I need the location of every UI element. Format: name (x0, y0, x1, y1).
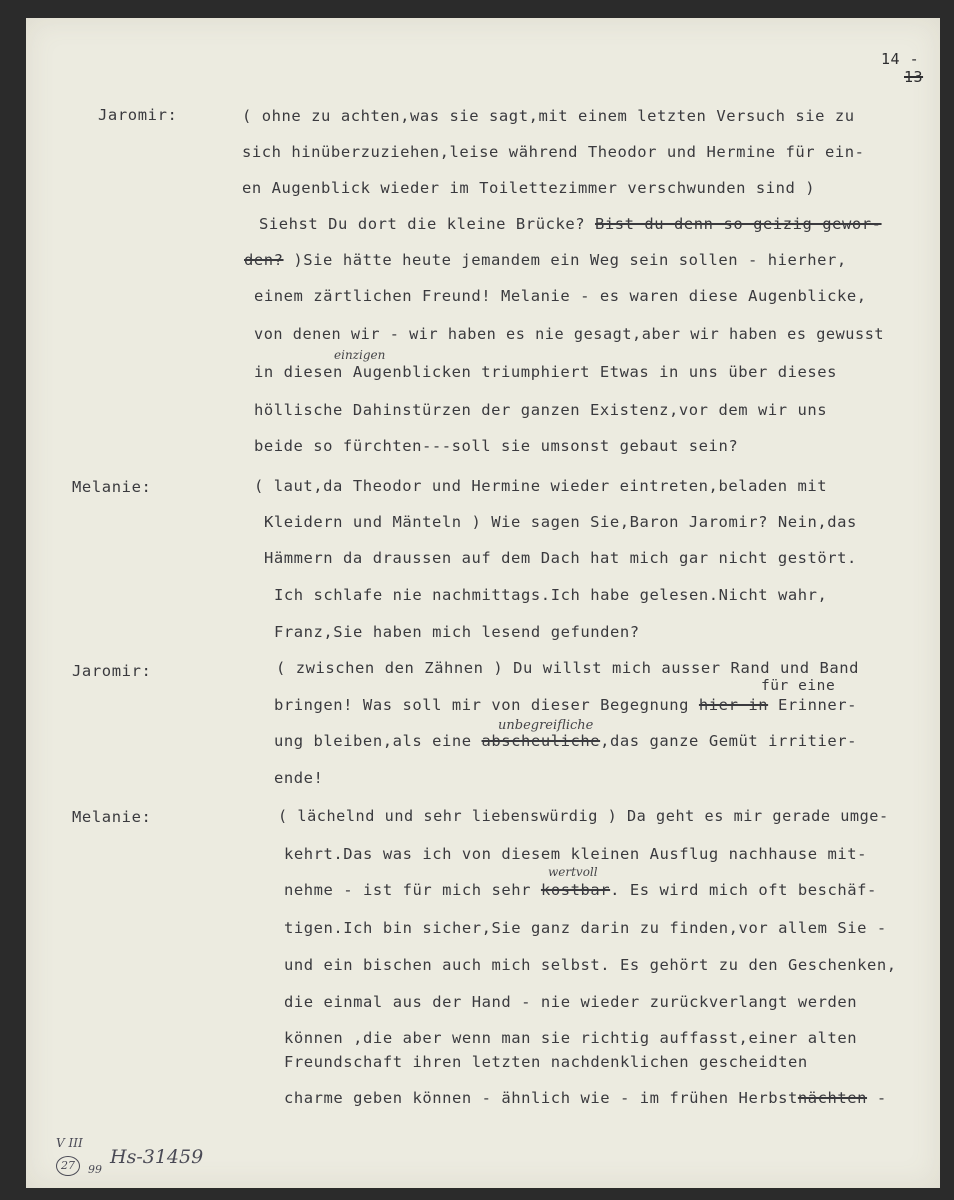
text-line: sich hinüberzuziehen,leise während Theodor und Hermine für ein- (242, 143, 865, 161)
struck-text: nächten (797, 1089, 868, 1107)
handwritten-insertion: einzigen (334, 348, 386, 362)
struck-text: kostbar (540, 881, 611, 899)
typed-insertion: für eine (761, 678, 836, 694)
speaker-melanie-1: Melanie: (72, 478, 152, 496)
document-page (26, 18, 940, 1188)
speaker-jaromir-1: Jaromir: (98, 106, 178, 124)
text-line: ung bleiben,als eine abscheuliche,das ganze Gemüt irritier- (274, 732, 858, 750)
old-page-number: 13 (904, 68, 924, 86)
text-line: en Augenblick wieder im Toilettezimmer verschwunden sind ) (242, 179, 816, 197)
handwritten-insertion: unbegreifliche (498, 718, 594, 733)
text-line: ( zwischen den Zähnen ) Du willst mich ausser Rand und Band (276, 659, 860, 677)
speaker-jaromir-2: Jaromir: (72, 662, 152, 680)
text-line: Ich schlafe nie nachmittags.Ich habe gelesen.Nicht wahr, (274, 586, 828, 604)
text-line: ( laut,da Theodor und Hermine wieder eintreten,beladen mit (254, 477, 828, 495)
text-line: bringen! Was soll mir von dieser Begegnung hier in Erinner- (274, 696, 858, 714)
text-line: in diesen Augenblicken triumphiert Etwas in uns über dieses (254, 363, 838, 381)
text-line: die einmal aus der Hand - nie wieder zurückverlangt werden (284, 993, 858, 1011)
text-line: Freundschaft ihren letzten nachdenklichen gescheidten (284, 1053, 808, 1071)
page-number: 14 - (881, 50, 920, 68)
text-line: können ,die aber wenn man sie richtig auffasst,einer alten (284, 1029, 858, 1047)
text-line: ende! (274, 769, 324, 787)
text-line: von denen wir - wir haben es nie gesagt,aber wir haben es gewusst (254, 325, 885, 343)
text-line: Hämmern da draussen auf dem Dach hat mich gar nicht gestört. (264, 549, 857, 567)
text-line: und ein bischen auch mich selbst. Es gehört zu den Geschenken, (284, 956, 897, 974)
struck-text: hier in (698, 696, 769, 714)
archive-roman-mark: V III (56, 1136, 83, 1150)
text-line: höllische Dahinstürzen der ganzen Existenz,vor dem wir uns (254, 401, 828, 419)
handwritten-insertion: wertvoll (548, 865, 598, 879)
text-line: Franz,Sie haben mich lesend gefunden? (274, 623, 640, 641)
text-line: beide so fürchten---soll sie umsonst gebaut sein? (254, 437, 739, 455)
struck-text: den? (244, 251, 284, 269)
text-line: tigen.Ich bin sicher,Sie ganz darin zu finden,vor allem Sie - (284, 919, 887, 937)
archive-circled-number: 27 (56, 1156, 80, 1176)
struck-text: abscheuliche (481, 732, 601, 750)
text-line: Kleidern und Mänteln ) Wie sagen Sie,Baron Jaromir? Nein,das (264, 513, 857, 531)
text-line: Siehst Du dort die kleine Brücke? Bist du denn so geizig gewor- (259, 215, 882, 233)
text-line: charme geben können - ähnlich wie - im frühen Herbstnächten - (284, 1089, 887, 1107)
text-line: ( ohne zu achten,was sie sagt,mit einem letzten Versuch sie zu (242, 107, 855, 125)
text-line: nehme - ist für mich sehr kostbar. Es wird mich oft beschäf- (284, 881, 877, 899)
text-line: den? )Sie hätte heute jemandem ein Weg sein sollen - hierher, (244, 251, 847, 269)
archive-signature: Hs-31459 (110, 1146, 204, 1168)
speaker-melanie-2: Melanie: (72, 808, 152, 826)
struck-text: Bist du denn so geizig gewor- (594, 215, 882, 233)
text-line: ( lächelnd und sehr liebenswürdig ) Da geht es mir gerade umge- (278, 807, 889, 825)
archive-sub-number: 99 (88, 1163, 102, 1176)
text-line: einem zärtlichen Freund! Melanie - es waren diese Augenblicke, (254, 287, 867, 305)
text-line: kehrt.Das was ich von diesem kleinen Ausflug nachhause mit- (284, 845, 868, 863)
